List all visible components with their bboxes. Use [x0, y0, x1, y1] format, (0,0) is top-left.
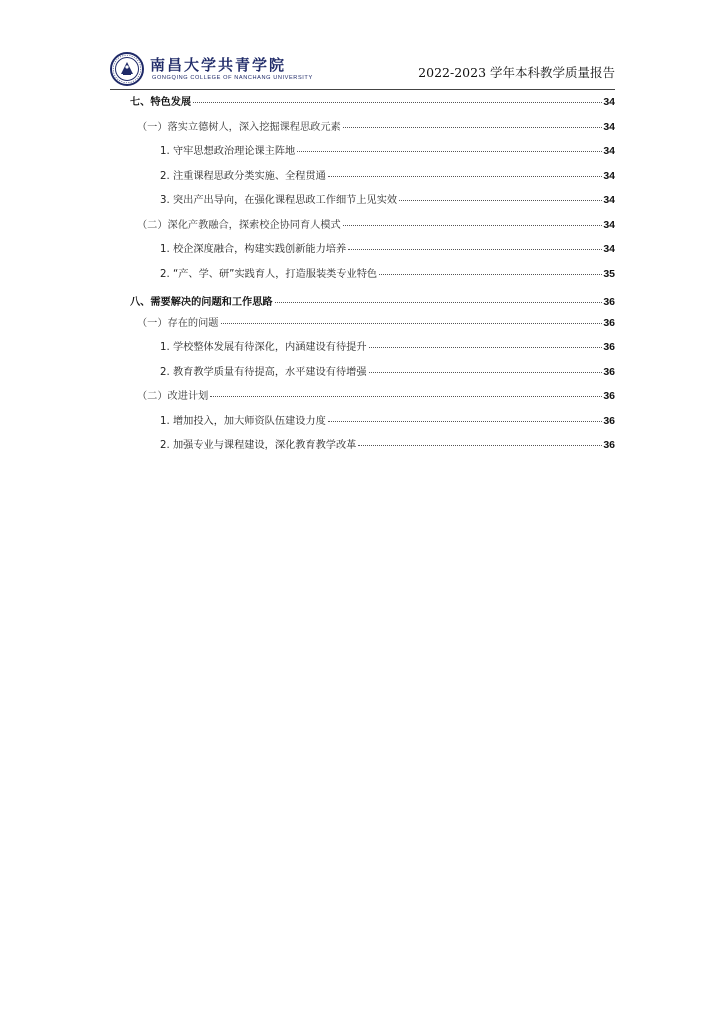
- report-title: 2022-2023 学年本科教学质量报告: [418, 65, 615, 80]
- toc-dot-leader: [221, 323, 603, 324]
- school-name-cn: 南昌大学共青学院: [150, 56, 287, 74]
- toc-page-number: 34: [603, 120, 615, 133]
- page-header: [110, 50, 615, 90]
- toc-entry-title: （一）落实立德树人，深入挖掘课程思政元素: [137, 121, 341, 133]
- toc-entry-title: 1. 守牢思想政治理论课主阵地: [160, 146, 296, 157]
- toc-page-number: 36: [603, 365, 615, 378]
- toc-page-number: 36: [603, 296, 615, 308]
- toc-dot-leader: [358, 445, 602, 446]
- university-seal-icon: [110, 52, 144, 86]
- toc-dot-leader: [343, 225, 603, 226]
- toc-dot-leader: [328, 176, 603, 177]
- toc-page-number: 34: [603, 96, 615, 108]
- toc-dot-leader: [379, 274, 602, 275]
- toc-entry-title: 八、需要解决的问题和工作思路: [130, 297, 273, 308]
- toc-entry-title: （二）改进计划: [137, 391, 209, 402]
- toc-dot-leader: [369, 372, 603, 373]
- toc-entry[interactable]: [137, 388, 615, 404]
- toc-page-number: 36: [603, 414, 615, 427]
- toc-dot-leader: [193, 102, 602, 103]
- toc-entry[interactable]: [160, 143, 615, 159]
- toc-entry[interactable]: [137, 217, 615, 233]
- toc-entry-title: （一）存在的问题: [137, 317, 219, 329]
- toc-page-number: 36: [603, 341, 615, 353]
- toc-entry[interactable]: [160, 413, 615, 429]
- toc-page-number: 36: [603, 439, 615, 451]
- toc-entry[interactable]: [160, 168, 615, 184]
- toc-page-number: 34: [603, 218, 615, 231]
- toc-entry-title: 2. 加强专业与课程建设，深化教育教学改革: [160, 440, 357, 451]
- toc-entry[interactable]: [160, 266, 615, 282]
- toc-page-number: 34: [603, 243, 615, 255]
- toc-dot-leader: [328, 421, 603, 422]
- school-name-en: GONGQING COLLEGE OF NANCHANG UNIVERSITY: [152, 75, 313, 81]
- toc-page-number: 34: [603, 194, 615, 206]
- toc-entry-title: 1. 校企深度融合，构建实践创新能力培养: [160, 244, 347, 255]
- toc-entry-title: 2. 教育教学质量有待提高，水平建设有待增强: [160, 366, 367, 378]
- toc-page-number: 34: [603, 169, 615, 182]
- toc-entry[interactable]: [130, 294, 615, 310]
- school-logo: [110, 50, 313, 90]
- toc-entry[interactable]: [137, 315, 615, 331]
- toc-page-number: 36: [603, 316, 615, 329]
- toc-page-number: 34: [603, 145, 615, 157]
- toc-entry[interactable]: [160, 241, 615, 257]
- toc-dot-leader: [297, 151, 602, 152]
- header-divider: [110, 89, 615, 90]
- toc-dot-leader: [399, 200, 602, 201]
- toc-entry-title: 1. 增加投入，加大师资队伍建设力度: [160, 415, 326, 427]
- toc-entry[interactable]: [130, 94, 615, 110]
- toc-page-number: 36: [603, 390, 615, 402]
- toc-entry[interactable]: [160, 364, 615, 380]
- toc-entry-title: （二）深化产教融合，探索校企协同育人模式: [137, 219, 341, 231]
- toc-entry[interactable]: [137, 119, 615, 135]
- toc-dot-leader: [369, 347, 603, 348]
- toc-entry-title: 七、特色发展: [130, 97, 192, 108]
- toc-entry-title: 2. 注重课程思政分类实施、全程贯通: [160, 170, 326, 182]
- toc-entry[interactable]: [160, 437, 615, 453]
- toc-dot-leader: [343, 127, 603, 128]
- toc-entry[interactable]: [160, 192, 615, 208]
- toc-entry-title: 2. “产、学、研”实践育人，打造服装类专业特色: [160, 268, 378, 280]
- toc-entry-title: 3. 突出产出导向，在强化课程思政工作细节上见实效: [160, 195, 398, 206]
- toc-dot-leader: [348, 249, 602, 250]
- toc-dot-leader: [210, 396, 602, 397]
- toc-page-number: 35: [603, 267, 615, 280]
- toc-entry-title: 1. 学校整体发展有待深化，内涵建设有待提升: [160, 342, 367, 353]
- toc-dot-leader: [275, 302, 603, 303]
- toc-entry[interactable]: [160, 339, 615, 355]
